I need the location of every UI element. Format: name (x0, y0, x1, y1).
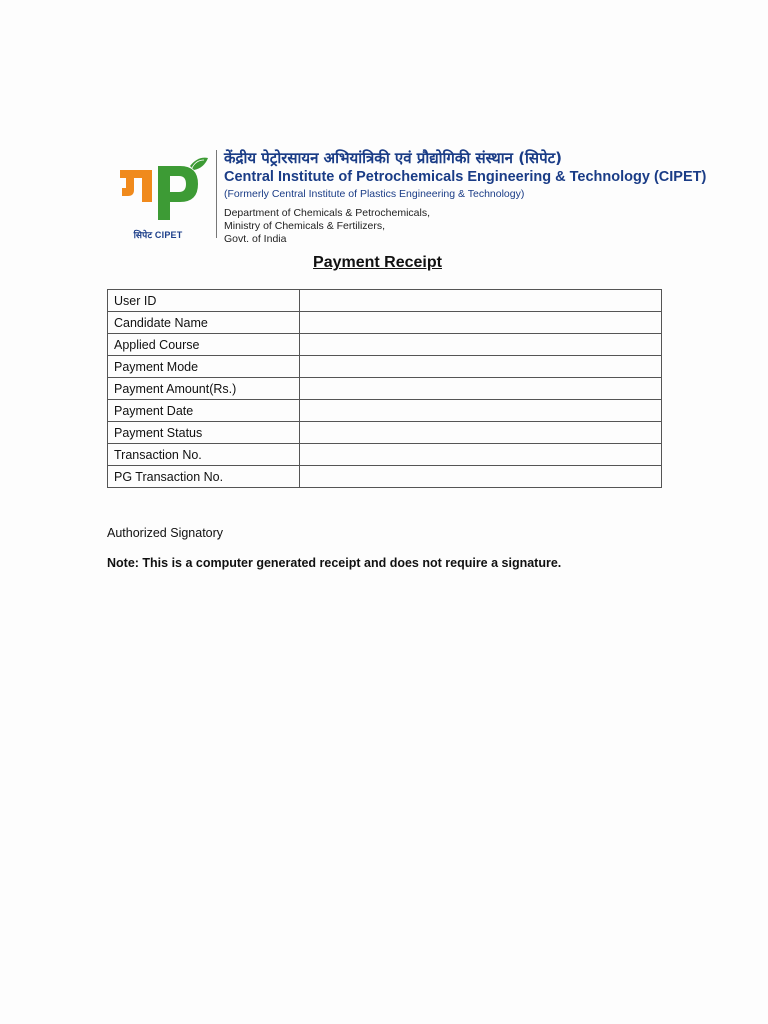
cipet-logo (118, 156, 210, 238)
row-value (300, 444, 662, 466)
row-value (300, 422, 662, 444)
row-value (300, 400, 662, 422)
row-value (300, 290, 662, 312)
row-label: Applied Course (108, 334, 300, 356)
row-value (300, 312, 662, 334)
org-govt: Govt. of India (224, 233, 287, 245)
org-formerly: (Formerly Central Institute of Plastics Engineering & Technology) (224, 188, 525, 200)
authorized-signatory: Authorized Signatory (107, 526, 224, 540)
row-value (300, 466, 662, 488)
org-name-english: Central Institute of Petrochemicals Engineering & Technology (CIPET) (224, 169, 707, 185)
row-label: Payment Date (108, 400, 300, 422)
receipt-note: Note: This is a computer generated receipt and does not require a signature. (107, 556, 562, 570)
table-row (108, 312, 662, 334)
header-divider (216, 150, 217, 238)
table-row (108, 444, 662, 466)
row-label: User ID (108, 290, 300, 312)
row-value (300, 356, 662, 378)
row-label: Payment Status (108, 422, 300, 444)
row-label: PG Transaction No. (108, 466, 300, 488)
row-label: Payment Amount(Rs.) (108, 378, 300, 400)
table-row (108, 400, 662, 422)
table-row (108, 378, 662, 400)
row-value (300, 378, 662, 400)
logo-caption: सिपेट CIPET (133, 230, 183, 240)
table-row (108, 334, 662, 356)
table-row (108, 466, 662, 488)
table-row (108, 422, 662, 444)
letterhead (118, 148, 707, 245)
row-label: Payment Mode (108, 356, 300, 378)
org-name-hindi: केंद्रीय पेट्रोरसायन अभियांत्रिकी एवं प्रौद्योगिकी संस्थान (सिपेट) (224, 149, 563, 167)
page-title: Payment Receipt (313, 254, 442, 271)
row-value (300, 334, 662, 356)
row-label: Candidate Name (108, 312, 300, 334)
org-details (224, 148, 707, 246)
org-ministry: Ministry of Chemicals & Fertilizers, (224, 220, 386, 232)
table-row (108, 290, 662, 312)
row-label: Transaction No. (108, 444, 300, 466)
cipet-logo-mark-icon (118, 156, 210, 226)
table-row (108, 356, 662, 378)
org-department: Department of Chemicals & Petrochemicals, (224, 207, 430, 219)
receipt-table (107, 289, 662, 488)
